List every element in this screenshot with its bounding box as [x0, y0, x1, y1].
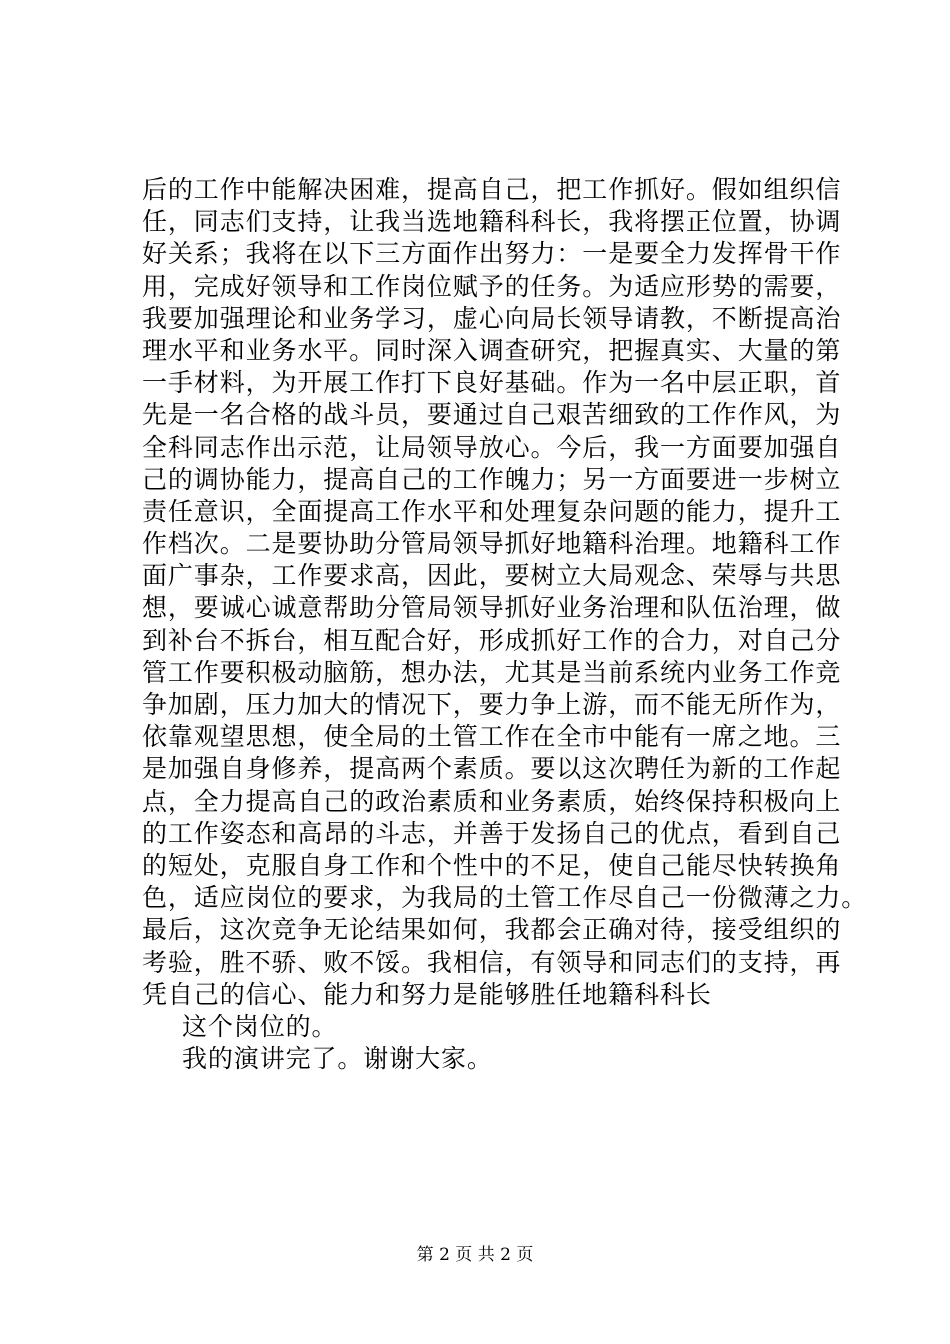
text-line: 面广事杂，工作要求高，因此，要树立大局观念、荣辱与共思 — [142, 561, 842, 591]
text-line: 是加强自身修养，提高两个素质。要以这次聘任为新的工作起 — [142, 754, 842, 784]
text-line: 任，同志们支持，让我当选地籍科科长，我将摆正位置，协调 — [142, 207, 842, 237]
text-line: 点，全力提高自己的政治素质和业务素质，始终保持积极向上 — [142, 786, 842, 816]
text-line: 最后，这次竞争无论结果如何，我都会正确对待，接受组织的 — [142, 915, 842, 945]
closing-line: 我的演讲完了。谢谢大家。 — [182, 1044, 493, 1074]
text-line: 凭自己的信心、能力和努力是能够胜任地籍科科长 — [142, 979, 712, 1009]
text-line: 色，适应岗位的要求，为我局的土管工作尽自己一份微薄之力。 — [142, 883, 868, 913]
text-line: 依靠观望思想，使全局的土管工作在全市中能有一席之地。三 — [142, 722, 842, 752]
text-line: 全科同志作出示范，让局领导放心。今后，我一方面要加强自 — [142, 432, 842, 462]
text-line: 先是一名合格的战斗员，要通过自己艰苦细致的工作作风，为 — [142, 400, 842, 430]
text-line: 己的调协能力，提高自己的工作魄力；另一方面要进一步树立 — [142, 464, 842, 494]
text-line: 的工作姿态和高昂的斗志，并善于发扬自己的优点，看到自己 — [142, 818, 842, 848]
text-line: 到补台不拆台，相互配合好，形成抓好工作的合力，对自己分 — [142, 625, 842, 655]
text-line: 争加剧，压力加大的情况下，要力争上游，而不能无所作为， — [142, 690, 842, 719]
speech-body — [142, 174, 868, 1075]
text-line: 作档次。二是要协助分管局领导抓好地籍科治理。地籍科工作 — [142, 529, 842, 559]
text-line: 管工作要积极动脑筋，想办法，尤其是当前系统内业务工作竞 — [142, 657, 842, 687]
text-line: 考验，胜不骄、败不馁。我相信，有领导和同志们的支持，再 — [142, 947, 842, 977]
text-line: 我要加强理论和业务学习，虚心向局长领导请教，不断提高治 — [142, 303, 842, 333]
page-footer — [0, 1243, 950, 1267]
text-line: 责任意识，全面提高工作水平和处理复杂问题的能力，提升工 — [142, 496, 842, 526]
page-number-label: 第 2 页 共 2 页 — [416, 1245, 534, 1265]
text-line: 想，要诚心诚意帮助分管局领导抓好业务治理和队伍治理，做 — [142, 593, 842, 623]
text-line: 理水平和业务水平。同时深入调查研究，把握真实、大量的第 — [142, 335, 842, 365]
text-line: 一手材料，为开展工作打下良好基础。作为一名中层正职，首 — [142, 368, 842, 398]
text-line: 的短处，克服自身工作和个性中的不足，使自己能尽快转换角 — [142, 850, 842, 880]
text-line: 好关系；我将在以下三方面作出努力：一是要全力发挥骨干作 — [142, 239, 842, 269]
text-line: 用，完成好领导和工作岗位赋予的任务。为适应形势的需要， — [142, 271, 842, 301]
text-line: 后的工作中能解决困难，提高自己，把工作抓好。假如组织信 — [142, 175, 842, 204]
indented-text-line: 这个岗位的。 — [182, 1011, 338, 1041]
